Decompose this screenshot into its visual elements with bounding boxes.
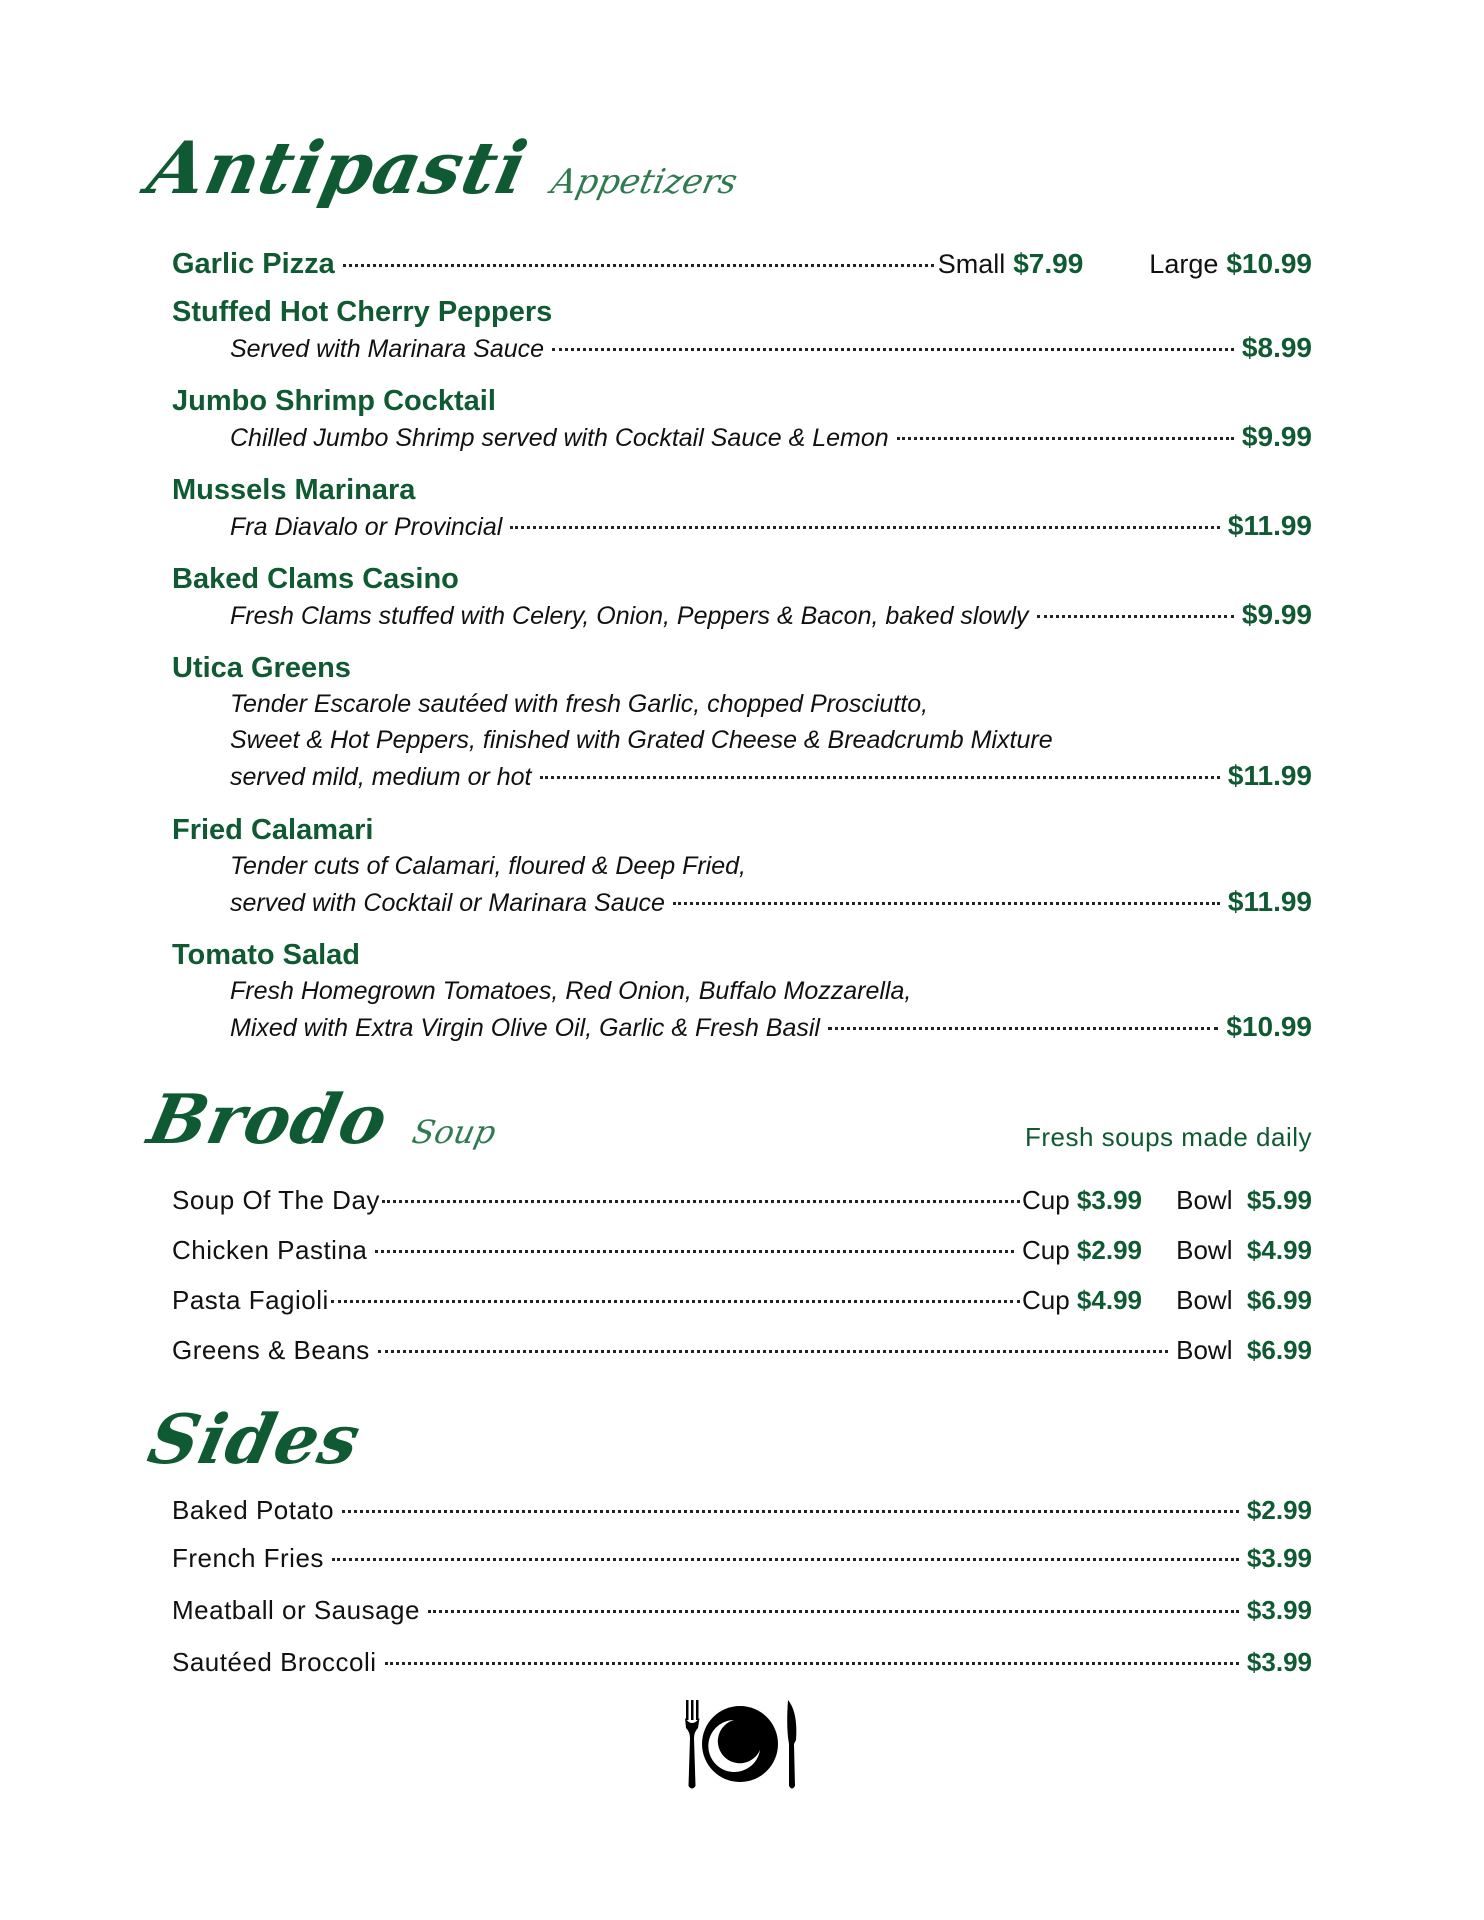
side-name: Meatball or Sausage — [172, 1595, 420, 1625]
description-line: Tender cuts of Calamari, floured & Deep Fried, — [230, 852, 746, 880]
item-name: Jumbo Shrimp Cocktail — [172, 385, 496, 417]
fork-plate-knife-icon — [680, 1698, 802, 1792]
item-description — [172, 597, 1312, 633]
menu-item — [172, 294, 1312, 366]
item-price: $8.99 — [1241, 332, 1312, 363]
item-name: Tomato Salad — [172, 939, 360, 971]
sides-header — [141, 1400, 368, 1480]
item-description — [172, 508, 1312, 544]
description-line: Served with Marinara Sauce — [230, 335, 545, 363]
side-row — [172, 1538, 1312, 1578]
bowl-price: Bowl $6.99 — [1176, 1285, 1312, 1315]
item-name: Garlic Pizza — [172, 248, 335, 280]
large-label: Large — [1149, 249, 1219, 279]
item-description — [172, 1009, 1312, 1045]
cup-price: Cup $2.99 — [1021, 1235, 1142, 1265]
item-name: Mussels Marinara — [172, 474, 416, 506]
dot-leader — [428, 1610, 1239, 1613]
dot-leader — [828, 1027, 1218, 1030]
item-description — [172, 330, 1312, 366]
antipasti-header — [140, 125, 742, 210]
soup-name: Greens & Beans — [172, 1335, 370, 1365]
dot-leader — [385, 1662, 1239, 1665]
soup-note: Fresh soups made daily — [1024, 1122, 1312, 1152]
soup-row — [172, 1180, 1312, 1220]
item-price: $11.99 — [1227, 886, 1312, 917]
brodo-header — [141, 1080, 500, 1160]
menu-item — [172, 650, 1312, 794]
item-price: $11.99 — [1227, 760, 1312, 791]
dot-leader — [378, 1350, 1168, 1353]
item-description — [172, 884, 1312, 920]
side-name: Sautéed Broccoli — [172, 1647, 377, 1677]
soup-name: Chicken Pastina — [172, 1235, 368, 1265]
menu-item — [172, 383, 1312, 455]
side-row — [172, 1590, 1312, 1630]
description-line: Fresh Clams stuffed with Celery, Onion, Peppers & Bacon, baked slowly — [230, 602, 1029, 630]
side-price: $3.99 — [1246, 1543, 1312, 1573]
item-name: Baked Clams Casino — [172, 563, 459, 595]
description-line: served with Cocktail or Marinara Sauce — [230, 889, 665, 917]
bowl-price: Bowl $5.99 — [1176, 1185, 1312, 1215]
soup-row — [172, 1280, 1312, 1320]
description-line: Mixed with Extra Virgin Olive Oil, Garlic & Fresh Basil — [230, 1014, 820, 1042]
dot-leader — [331, 1300, 1020, 1303]
side-name: Baked Potato — [172, 1495, 335, 1525]
antipasti-title: Antipasti — [140, 125, 536, 210]
small-label: Small — [937, 249, 1006, 279]
item-name: Stuffed Hot Cherry Peppers — [172, 296, 553, 328]
menu-item-garlic-pizza — [172, 244, 1312, 284]
side-price: $3.99 — [1246, 1595, 1312, 1625]
description-line: Sweet & Hot Peppers, finished with Grated Cheese & Breadcrumb Mixture — [230, 726, 1053, 754]
bowl-price: Bowl $4.99 — [1176, 1235, 1312, 1265]
dot-leader — [897, 437, 1234, 440]
dot-leader — [342, 1510, 1239, 1513]
side-name: French Fries — [172, 1543, 324, 1573]
menu-item — [172, 812, 1312, 920]
item-price: $9.99 — [1241, 599, 1312, 630]
item-price: $11.99 — [1227, 510, 1312, 541]
menu-item — [172, 561, 1312, 633]
menu-item — [172, 472, 1312, 544]
small-price: $7.99 — [1013, 248, 1084, 279]
description-line: Fresh Homegrown Tomatoes, Red Onion, Buffalo Mozzarella, — [230, 977, 912, 1005]
soup-row — [172, 1230, 1312, 1270]
dot-leader — [332, 1558, 1239, 1561]
description-line: Fra Diavalo or Provincial — [230, 513, 503, 541]
description-line: served mild, medium or hot — [230, 763, 532, 791]
dot-leader — [1037, 615, 1234, 618]
item-name: Fried Calamari — [172, 814, 374, 846]
dot-leader — [375, 1250, 1014, 1253]
bowl-price: Bowl $6.99 — [1176, 1335, 1312, 1365]
dot-leader — [540, 776, 1220, 779]
side-price: $3.99 — [1246, 1647, 1312, 1677]
description-line: Chilled Jumbo Shrimp served with Cocktail Sauce & Lemon — [230, 424, 889, 452]
sides-title: Sides — [141, 1400, 368, 1480]
dot-leader — [510, 526, 1220, 529]
dot-leader — [343, 264, 934, 267]
soup-name: Soup Of The Day — [172, 1185, 380, 1215]
description-line: Tender Escarole sautéed with fresh Garlic, chopped Prosciutto, — [230, 690, 929, 718]
cup-price: Cup $3.99 — [1021, 1185, 1142, 1215]
antipasti-subtitle: Appetizers — [548, 162, 742, 202]
side-row — [172, 1490, 1312, 1530]
large-price: $10.99 — [1226, 248, 1312, 279]
item-price: $9.99 — [1241, 421, 1312, 452]
dot-leader — [382, 1200, 1020, 1203]
item-description — [172, 758, 1312, 794]
soup-name: Pasta Fagioli — [172, 1285, 329, 1315]
dot-leader — [673, 902, 1220, 905]
cup-price: Cup $4.99 — [1021, 1285, 1142, 1315]
side-price: $2.99 — [1246, 1495, 1312, 1525]
item-name: Utica Greens — [172, 652, 351, 684]
soup-row — [172, 1330, 1312, 1370]
item-price: $10.99 — [1226, 1011, 1312, 1042]
brodo-subtitle: Soup — [408, 1113, 500, 1151]
side-row — [172, 1642, 1312, 1682]
brodo-title: Brodo — [141, 1080, 396, 1160]
dot-leader — [552, 348, 1234, 351]
item-description — [172, 419, 1312, 455]
fork-plate-knife-icon — [680, 1698, 802, 1792]
menu-item — [172, 937, 1312, 1045]
